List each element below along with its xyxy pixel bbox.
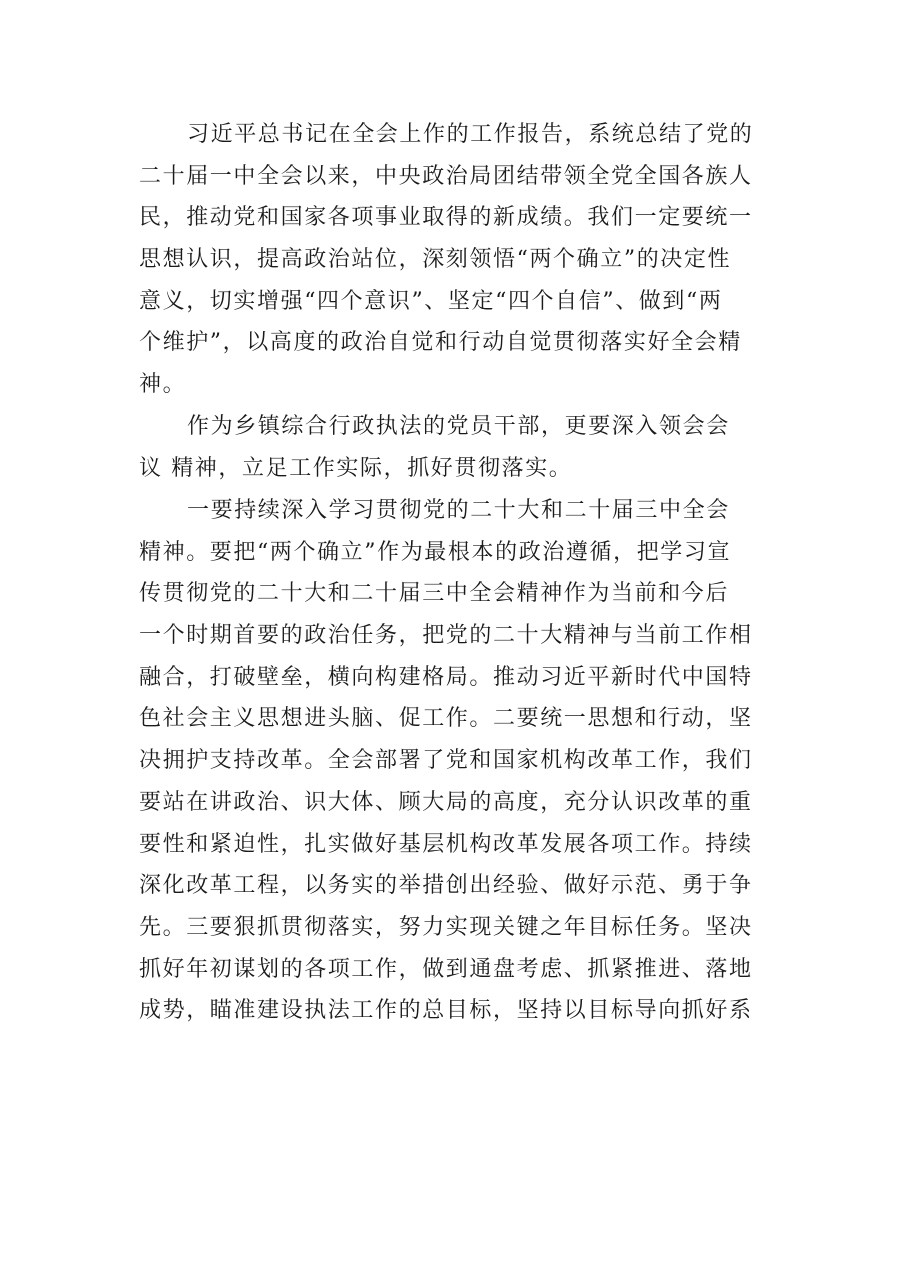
text-line: 二十届一中全会以来，中央政治局团结带领全党全国各族人	[139, 163, 753, 189]
text-line: 民，推动党和国家各项事业取得的新成绩。我们一定要统一	[139, 205, 753, 231]
text-line: 神。	[139, 372, 187, 398]
paragraph-2	[139, 406, 779, 489]
paragraph-3	[139, 490, 779, 1032]
paragraph-1	[139, 114, 779, 406]
text-line: 传贯彻党的二十大和二十届三中全会精神作为当前和今后	[139, 581, 730, 607]
text-line: 精神。要把“两个确立”作为最根本的政治遵循，把学习宣	[139, 539, 732, 565]
text-line: 色社会主义思想进头脑、促工作。二要统一思想和行动，坚	[139, 706, 753, 732]
text-line: 决拥护支持改革。全会部署了党和国家机构改革工作，我们	[139, 748, 753, 774]
text-line: 思想认识，提高政治站位，深刻领悟“两个确立”的决定性	[139, 247, 732, 273]
text-line: 深化改革工程，以务实的举措创出经验、做好示范、勇于争	[139, 873, 753, 899]
text-line: 议 精神，立足工作实际，抓好贯彻落实。	[139, 455, 573, 481]
text-line: 要站在讲政治、识大体、顾大局的高度，充分认识改革的重	[139, 789, 753, 815]
text-line: 作为乡镇综合行政执法的党员干部，更要深入领会会	[187, 414, 730, 439]
text-line: 一个时期首要的政治任务，把党的二十大精神与当前工作相	[139, 623, 753, 649]
text-line: 成势，瞄准建设执法工作的总目标，坚持以目标导向抓好系	[139, 998, 753, 1024]
text-line: 个维护”，以高度的政治自觉和行动自觉贯彻落实好全会精	[139, 330, 742, 356]
text-line: 先。三要狠抓贯彻落实，努力实现关键之年目标任务。坚决	[139, 914, 753, 940]
text-line: 意义，切实增强“四个意识”、坚定“四个自信”、做到“两	[139, 288, 723, 314]
text-line: 一要持续深入学习贯彻党的二十大和二十届三中全会	[187, 498, 730, 523]
text-line: 抓好年初谋划的各项工作，做到通盘考虑、抓紧推进、落地	[139, 956, 753, 982]
text-line: 融合，打破壁垒，横向构建格局。推动习近平新时代中国特	[139, 664, 753, 690]
text-line: 习近平总书记在全会上作的工作报告，系统总结了党的	[187, 122, 754, 147]
text-line: 要性和紧迫性，扎实做好基层机构改革发展各项工作。持续	[139, 831, 753, 857]
